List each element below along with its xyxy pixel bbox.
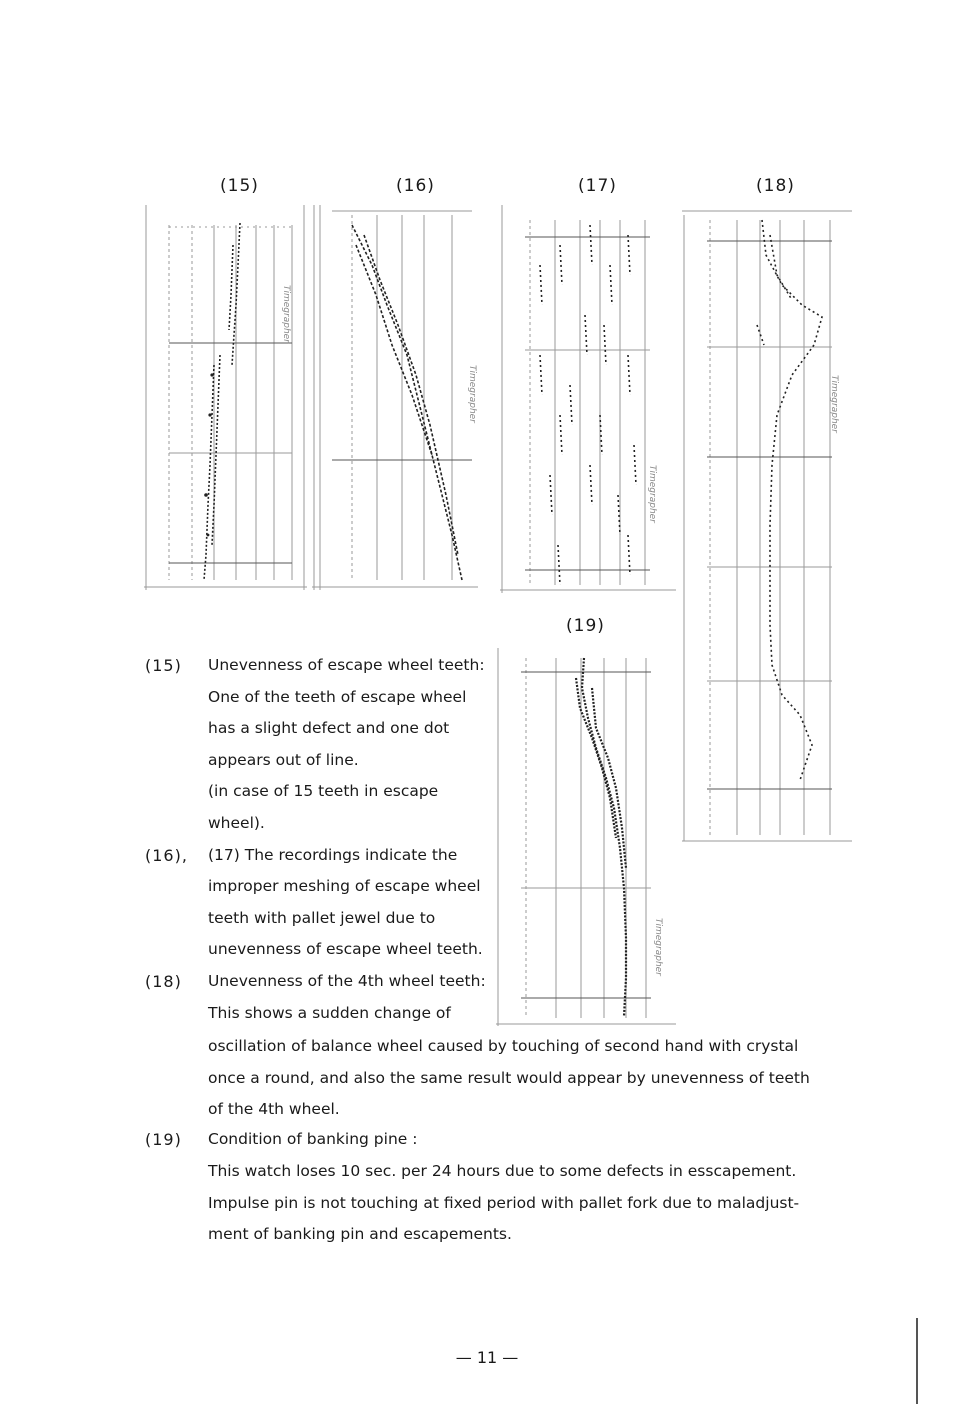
item-19-line-3: Impulse pin is not touching at fixed period with pallet fork due to maladjust-	[208, 1194, 800, 1212]
recording-strip-17	[500, 205, 676, 593]
item-15-line-5: (in case of 15 teeth in escape	[208, 782, 439, 800]
page-number: — 11 —	[455, 1348, 519, 1367]
item-19-line-1: Condition of banking pine :	[208, 1130, 418, 1148]
item-18-line-4: once a round, and also the same result would appear by unevenness of teeth	[208, 1069, 810, 1087]
figure-label-16: (16)	[396, 176, 435, 196]
item-16-line-2: improper meshing of escape wheel	[208, 877, 481, 895]
item-15-line-6: wheel).	[208, 814, 265, 832]
svg-text:Timegrapher: Timegrapher	[281, 285, 291, 343]
recording-strip-15	[144, 205, 307, 590]
item-number-16: (16),	[145, 846, 188, 865]
item-18-line-1: Unevenness of the 4th wheel teeth:	[208, 972, 486, 990]
figure-label-17: (17)	[578, 176, 617, 196]
item-15-line-2: One of the teeth of escape wheel	[208, 688, 467, 706]
recording-strip-19	[496, 648, 676, 1026]
item-19-line-4: ment of banking pin and escapements.	[208, 1225, 512, 1243]
svg-text:Timegrapher: Timegrapher	[653, 918, 663, 976]
svg-text:Timegrapher: Timegrapher	[467, 365, 477, 423]
item-15-line-3: has a slight defect and one dot	[208, 719, 450, 737]
item-16-line-3: teeth with pallet jewel due to	[208, 909, 436, 927]
item-18-line-3: oscillation of balance wheel caused by touching of second hand with crystal	[208, 1037, 799, 1055]
item-number-15: (15)	[145, 656, 182, 675]
scan-edge-line	[916, 1318, 918, 1404]
recording-strip-16	[312, 205, 478, 590]
item-number-19: (19)	[145, 1130, 182, 1149]
item-16-line-1: (17) The recordings indicate the	[208, 846, 458, 864]
item-16-line-4: unevenness of escape wheel teeth.	[208, 940, 483, 958]
item-18-line-5: of the 4th wheel.	[208, 1100, 340, 1118]
figure-label-18: (18)	[756, 176, 795, 196]
recording-strip-18	[682, 205, 852, 845]
item-number-18: (18)	[145, 972, 182, 991]
item-19-line-2: This watch loses 10 sec. per 24 hours due to some defects in esscapement.	[208, 1162, 797, 1180]
item-18-line-2: This shows a sudden change of	[208, 1004, 451, 1022]
item-15-line-4: appears out of line.	[208, 751, 359, 769]
svg-text:Timegrapher: Timegrapher	[647, 465, 657, 523]
svg-text:Timegrapher: Timegrapher	[829, 375, 839, 433]
figure-label-15: (15)	[220, 176, 259, 196]
figure-label-19: (19)	[566, 616, 605, 636]
item-15-line-1: Unevenness of escape wheel teeth:	[208, 656, 485, 674]
